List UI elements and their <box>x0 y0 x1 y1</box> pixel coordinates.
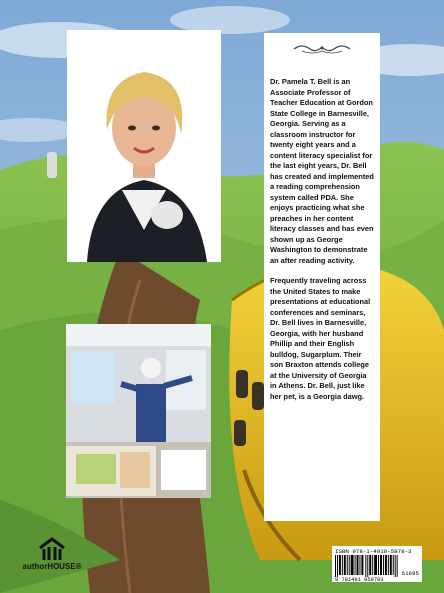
authorhouse-logo-icon <box>37 536 67 562</box>
author-portrait-photo <box>67 30 221 262</box>
bio-paragraph-2: Frequently traveling across the United States to make presentations at educational conferences and seminars, Dr. Bell lives in Barnesville, Georgia, with her husband Phillip and their English bulldog, Sugarplum. Their son Braxton attends college at the University of Georgia in Athens. Dr. Bell, just like her pet, is a Georgia dawg. <box>270 276 371 401</box>
price-code: 51695 <box>401 570 419 577</box>
isbn-number: ISBN 978-1-4918-5878-3 <box>335 548 412 555</box>
publisher-logo <box>22 536 82 580</box>
bio-paragraph-1-text: is an Associate Professor of Teacher Education at Gordon State College in Barnesville, Georgia. Serving as a classroom instructor for twenty eight years and a content literacy specialist for the last eight years, Dr. Bell has created and implemented a reading comprehension system called PDA. She enjoys practicing what she preaches in her content literacy classes and has even shown up as George Washington to demonstrate an after reading activity. <box>270 77 374 265</box>
george-washington-classroom-photo <box>66 324 211 498</box>
author-bio-panel <box>264 33 380 521</box>
author-name: Dr. Pamela T. Bell <box>270 77 332 86</box>
flourish-ornament-icon <box>292 41 352 57</box>
barcode-digits: 9 781491 858783 <box>335 577 384 583</box>
barcode-bars <box>335 555 400 577</box>
bio-paragraph-1 <box>270 77 375 266</box>
bio-text <box>270 77 375 402</box>
isbn-barcode <box>332 546 422 582</box>
publisher-name: authorHOUSE® <box>22 562 82 571</box>
